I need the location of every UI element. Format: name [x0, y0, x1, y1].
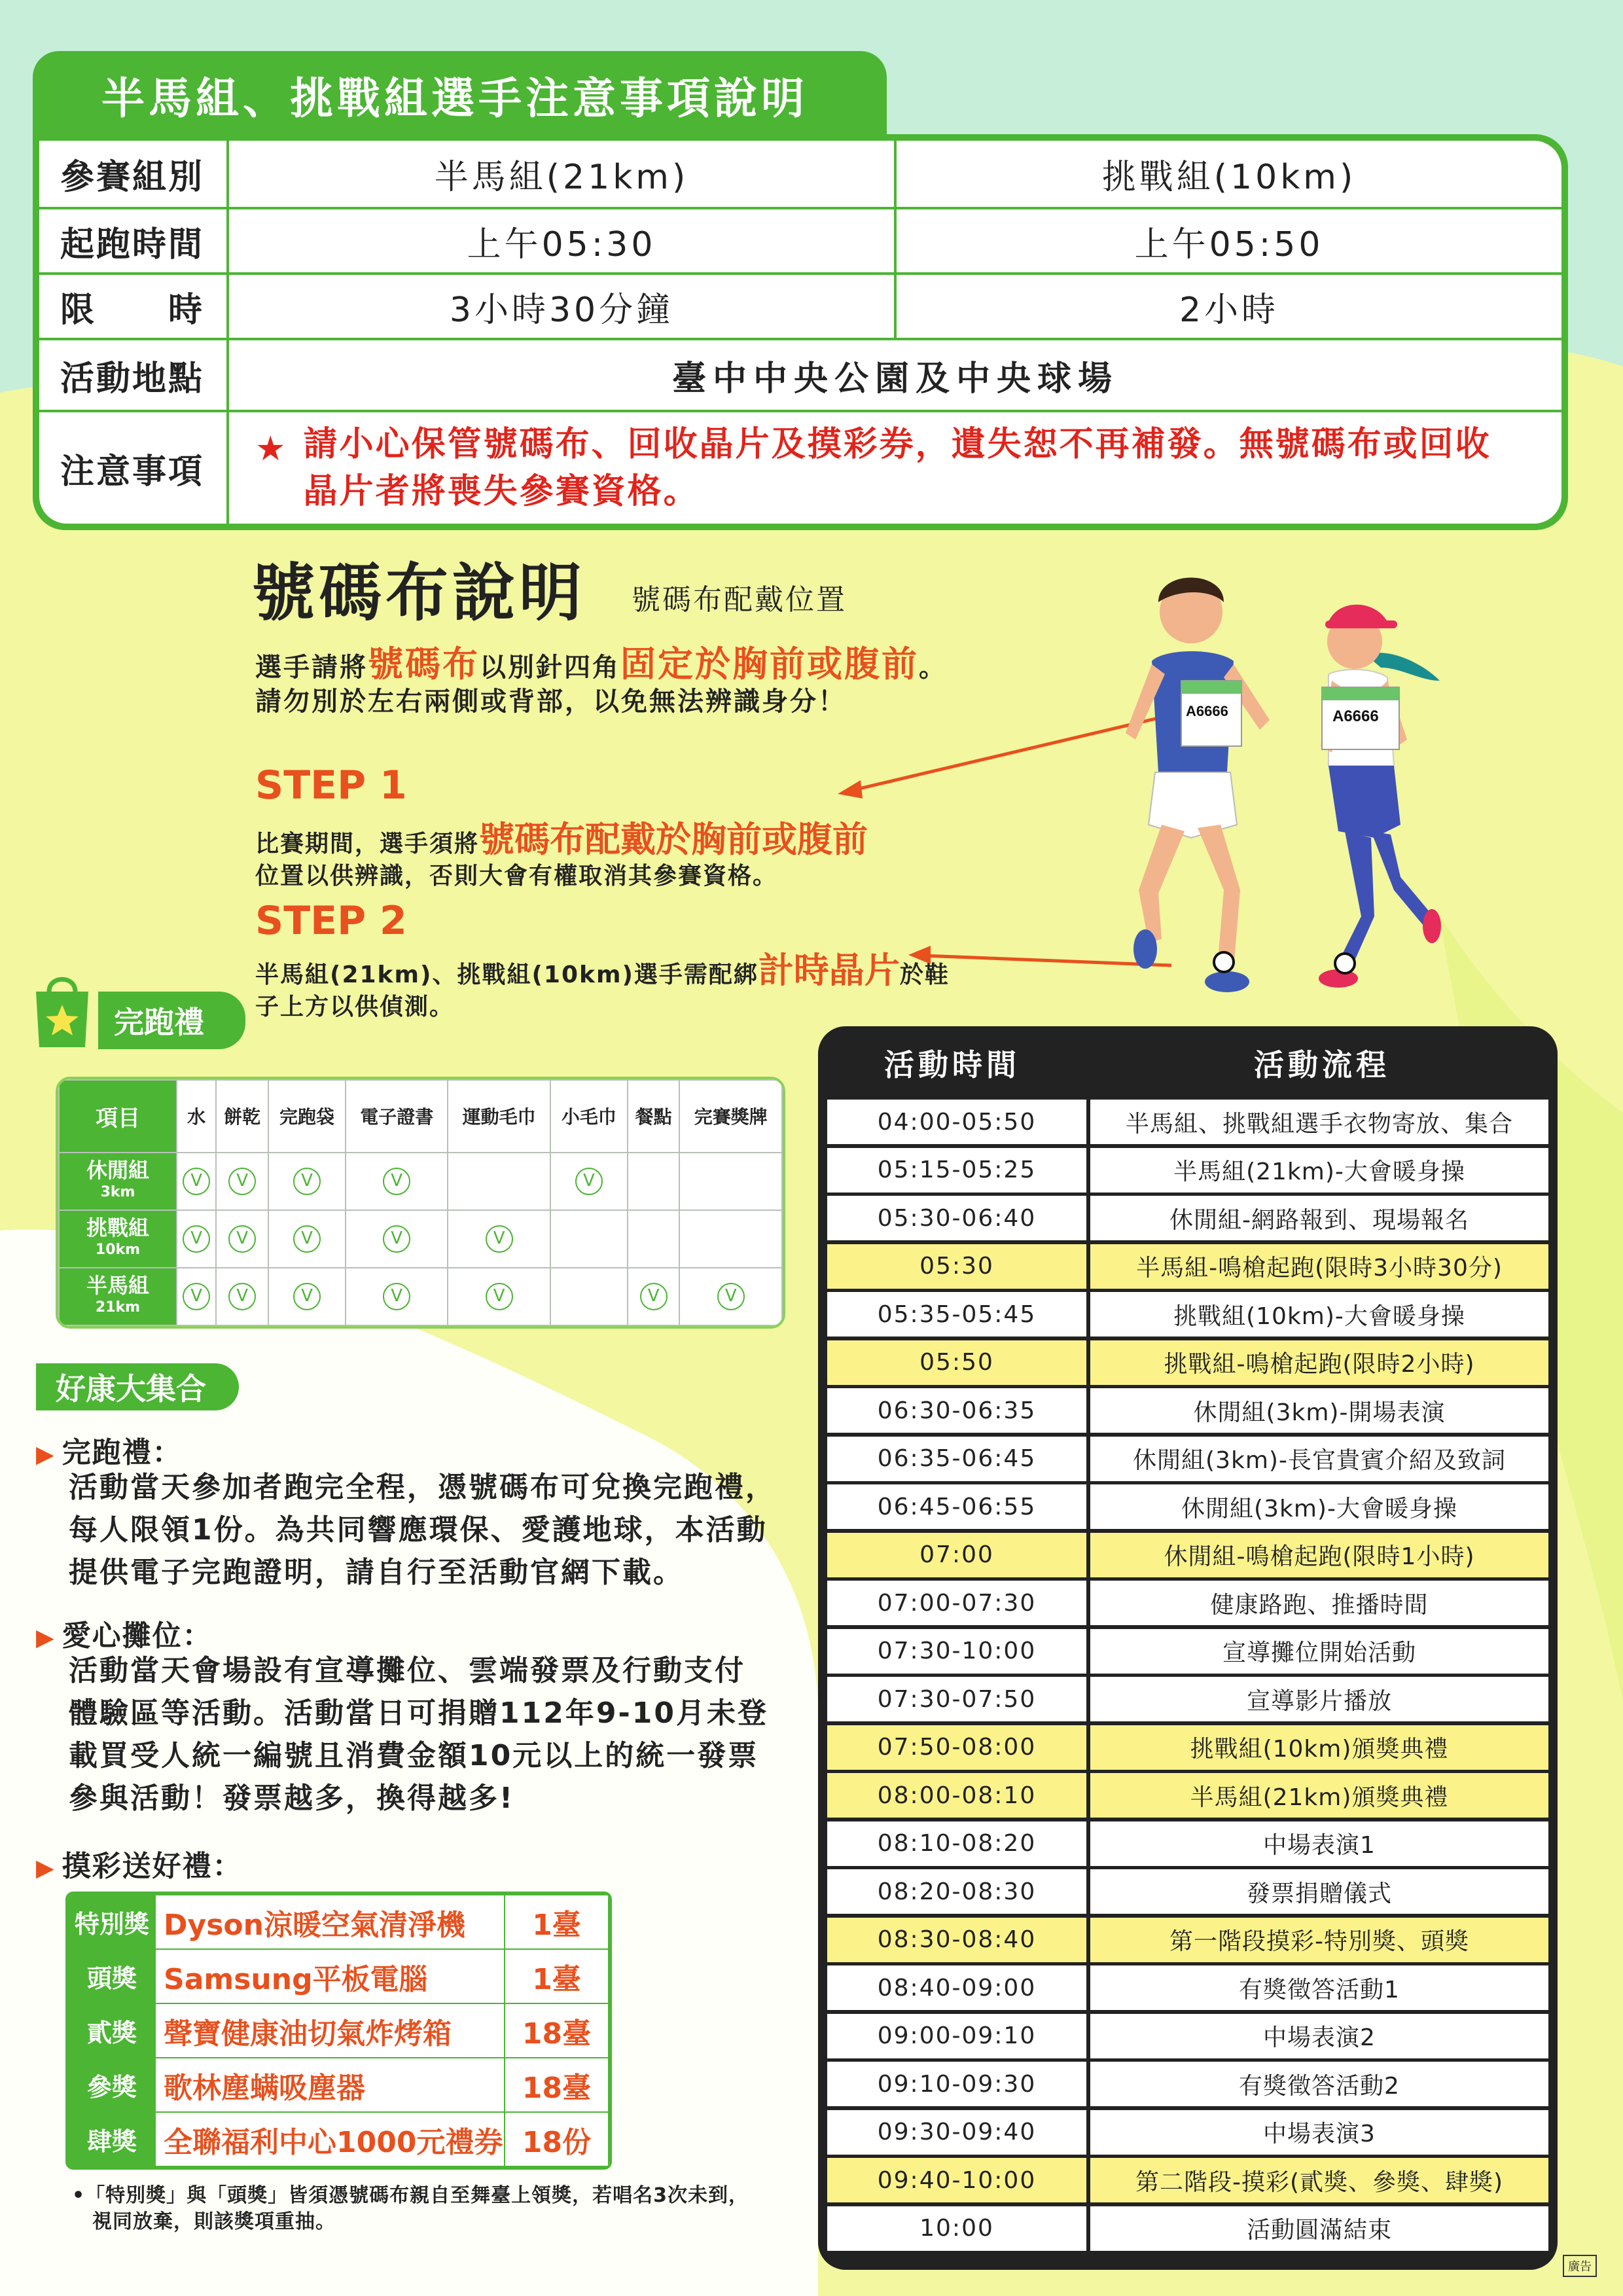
schedule-time: 05:50 — [827, 1340, 1086, 1385]
prize-level: 頭獎 — [69, 1949, 155, 2003]
bib-subtitle: 號碼布配戴位置 — [632, 583, 847, 617]
schedule-row — [827, 1725, 1548, 1770]
schedule-time: 10:00 — [827, 2206, 1086, 2251]
page-title: 半馬組、挑戰組選手注意事項說明 — [33, 51, 887, 137]
footnote-line: •「特別獎」與「頭獎」皆須憑號碼布親自至舞臺上領獎，若唱名3次未到， — [72, 2184, 749, 2207]
prize-row — [69, 1949, 609, 2003]
schedule-time: 05:30 — [827, 1244, 1086, 1289]
step1-text-2: 位置以供辨識，否則大會有權取消其參賽資格。 — [255, 863, 778, 889]
finisher-gift-table — [56, 1077, 785, 1329]
arrowhead-step1 — [838, 780, 863, 798]
timing-chip-icon — [1214, 952, 1234, 972]
finisher-badge: 完跑禮 — [98, 992, 245, 1049]
schedule-event: 中場表演1 — [1090, 1821, 1548, 1866]
info-note — [229, 412, 1561, 524]
gift-cell — [177, 1268, 216, 1325]
prize-row — [69, 2058, 609, 2112]
check-circle-icon: V — [183, 1168, 210, 1195]
prize-level: 參獎 — [69, 2058, 155, 2112]
gift-header: 水 — [177, 1080, 216, 1153]
bullet-lottery — [36, 1842, 243, 1884]
ad-label: 廣告 — [1563, 2255, 1597, 2277]
check-circle-icon: V — [383, 1168, 410, 1195]
prize-row — [69, 2003, 609, 2058]
info-label-venue: 活動地點 — [39, 340, 229, 410]
schedule-event: 休閒組(3km)-大會暖身操 — [1090, 1484, 1548, 1529]
check-circle-icon: V — [293, 1225, 321, 1253]
schedule-row — [827, 1340, 1548, 1385]
male-runner — [1126, 578, 1270, 993]
bib-number-female: A6666 — [1332, 708, 1379, 725]
group-distance: 10km — [95, 1241, 141, 1258]
arrowhead-step2 — [908, 946, 931, 964]
check-circle-icon: V — [575, 1168, 603, 1195]
info-row-group — [39, 141, 1561, 209]
schedule-row — [827, 1292, 1548, 1336]
gift-row — [59, 1210, 782, 1268]
schedule-row — [827, 1581, 1548, 1625]
prize-qty: 1臺 — [505, 1949, 609, 2003]
group-distance: 3km — [100, 1183, 135, 1200]
schedule-time: 05:30-06:40 — [827, 1196, 1086, 1240]
info-label-group: 參賽組別 — [39, 141, 229, 207]
schedule-event: 半馬組(21km)-大會暖身操 — [1090, 1148, 1548, 1193]
schedule-event: 半馬組、挑戰組選手衣物寄放、集合 — [1090, 1100, 1548, 1144]
schedule-event: 有獎徵答活動1 — [1090, 1965, 1548, 2010]
prize-level: 肆獎 — [69, 2112, 155, 2166]
booth-paragraph — [69, 1649, 768, 1820]
triangle-icon: ▶ — [36, 1855, 56, 1882]
para-line: 參與活動！發票越多，換得越多! — [69, 1782, 515, 1815]
gift-cell — [679, 1153, 782, 1210]
gift-cell — [448, 1153, 550, 1210]
schedule-time: 06:35-06:45 — [827, 1437, 1086, 1481]
schedule-event: 第二階段-摸彩(貳獎、參獎、肆獎) — [1090, 2158, 1548, 2202]
prize-name: 聲寶健康油切氣炸烤箱 — [155, 2003, 505, 2058]
prize-name: 歌林塵螨吸塵器 — [155, 2058, 505, 2112]
check-circle-icon: V — [486, 1283, 513, 1310]
schedule-event: 第一階段摸彩-特別獎、頭獎 — [1090, 1918, 1548, 1962]
prize-table — [65, 1892, 612, 2170]
para-line: 體驗區等活動。活動當日可捐贈112年9-10月未登 — [69, 1696, 768, 1730]
schedule-row — [827, 1100, 1548, 1144]
gift-row-label — [59, 1153, 177, 1210]
gift-cell — [346, 1210, 448, 1268]
info-challenge-start: 上午05:50 — [894, 209, 1561, 272]
schedule-row — [827, 1773, 1548, 1818]
gift-row — [59, 1268, 782, 1325]
schedule-time: 09:30-09:40 — [827, 2110, 1086, 2155]
triangle-icon: ▶ — [36, 1441, 56, 1468]
gift-cell — [550, 1210, 628, 1268]
schedule-row — [827, 1437, 1548, 1481]
info-label-limit: 限 時 — [39, 275, 229, 338]
schedule-row — [827, 1484, 1548, 1529]
schedule-event: 宣導攤位開始活動 — [1090, 1629, 1548, 1674]
schedule-time: 05:15-05:25 — [827, 1148, 1086, 1193]
timing-chip-icon — [1335, 954, 1355, 973]
gift-header: 運動毛巾 — [448, 1080, 550, 1153]
gift-cell — [628, 1153, 680, 1210]
gift-cell — [679, 1210, 782, 1268]
info-label-start: 起跑時間 — [39, 209, 229, 272]
gift-cell — [268, 1268, 346, 1325]
schedule-event: 活動圓滿結束 — [1090, 2206, 1548, 2251]
schedule-time: 08:10-08:20 — [827, 1821, 1086, 1866]
gift-cell — [177, 1210, 216, 1268]
gift-cell — [268, 1153, 346, 1210]
para-line: 每人限領1份。為共同響應環保、愛護地球，本活動 — [69, 1513, 768, 1547]
note-line-1: 請小心保管號碼布、回收晶片及摸彩券，遺失恕不再補發。無號碼布或回收 — [303, 425, 1491, 464]
schedule-row — [827, 1918, 1548, 1962]
text: 以別針四角 — [480, 653, 620, 683]
bullet-label: 愛心攤位： — [62, 1619, 213, 1653]
text: 選手請將 — [255, 653, 368, 683]
gift-cell — [679, 1268, 782, 1325]
para-line: 活動當天會場設有宣導攤位、雲端發票及行動支付 — [69, 1654, 745, 1687]
info-table — [33, 134, 1568, 530]
schedule-time: 09:00-09:10 — [827, 2014, 1086, 2058]
prize-level: 貳獎 — [69, 2003, 155, 2058]
female-runner — [1319, 605, 1441, 988]
check-circle-icon: V — [228, 1225, 256, 1253]
schedule-row — [827, 1148, 1548, 1193]
bullet-label: 完跑禮： — [62, 1436, 183, 1469]
gift-cell — [216, 1153, 268, 1210]
prize-name: Dyson涼暖空氣清淨機 — [155, 1895, 505, 1949]
info-row-start — [39, 209, 1561, 275]
schedule-time: 04:00-05:50 — [827, 1100, 1086, 1144]
gift-cell — [216, 1268, 268, 1325]
star-icon: ★ — [255, 429, 288, 469]
info-venue: 臺中中央公園及中央球場 — [671, 359, 1118, 399]
check-circle-icon: V — [228, 1283, 256, 1310]
bib-instruction-2: 請勿別於左右兩側或背部，以免無法辨識身分！ — [255, 687, 846, 717]
gift-cell — [346, 1268, 448, 1325]
schedule-event: 半馬組-鳴槍起跑(限時3小時30分) — [1090, 1244, 1548, 1289]
group-distance: 21km — [95, 1299, 141, 1316]
prize-qty: 18臺 — [505, 2058, 609, 2112]
bib-instruction-1 — [255, 636, 947, 687]
highlight-position: 固定於胸前或腹前 — [620, 643, 919, 685]
schedule-time: 08:00-08:10 — [827, 1773, 1086, 1818]
schedule-time: 09:40-10:00 — [827, 2158, 1086, 2202]
schedule-row — [827, 1821, 1548, 1866]
schedule-event: 挑戰組(10km)頒獎典禮 — [1090, 1725, 1548, 1770]
schedule-time: 06:45-06:55 — [827, 1484, 1086, 1529]
schedule-row — [827, 1244, 1548, 1289]
schedule-row — [827, 1196, 1548, 1240]
schedule-row — [827, 1677, 1548, 1721]
gift-header: 小毛巾 — [550, 1080, 628, 1153]
text: 。 — [919, 653, 947, 683]
gift-cell — [628, 1210, 680, 1268]
prize-qty: 1臺 — [505, 1895, 609, 1949]
schedule-event: 有獎徵答活動2 — [1090, 2062, 1548, 2106]
prize-qty: 18臺 — [505, 2003, 609, 2058]
schedule-event: 休閒組(3km)-開場表演 — [1090, 1388, 1548, 1433]
step1-label: STEP 1 — [255, 762, 407, 808]
prize-name: Samsung平板電腦 — [155, 1949, 505, 2003]
step1-text — [255, 812, 868, 862]
schedule-row — [827, 2158, 1548, 2202]
info-row-venue — [39, 340, 1561, 412]
gift-cell — [628, 1268, 680, 1325]
text: 於鞋 — [899, 961, 950, 988]
schedule-event: 休閒組(3km)-長官貴賓介紹及致詞 — [1090, 1437, 1548, 1481]
gift-cell — [550, 1268, 628, 1325]
bib-title: 號碼布說明 — [252, 556, 586, 630]
schedule-event: 休閒組-鳴槍起跑(限時1小時) — [1090, 1533, 1548, 1577]
info-half-start: 上午05:30 — [467, 224, 656, 264]
bullet-finisher — [36, 1429, 183, 1471]
schedule-time: 08:40-09:00 — [827, 1965, 1086, 2010]
gift-row-label — [59, 1268, 177, 1325]
info-challenge-group: 挑戰組(10km) — [894, 141, 1561, 207]
schedule-event: 中場表演2 — [1090, 2014, 1548, 2058]
group-name: 挑戰組 — [86, 1215, 149, 1240]
check-circle-icon: V — [293, 1283, 321, 1310]
schedule-time: 07:30-07:50 — [827, 1677, 1086, 1721]
schedule-header-time: 活動時間 — [884, 1047, 1020, 1083]
prize-name: 全聯福利中心1000元禮券 — [155, 2112, 505, 2166]
schedule-event: 宣導影片播放 — [1090, 1677, 1548, 1721]
schedule-event: 休閒組-網路報到、現場報名 — [1090, 1196, 1548, 1240]
schedule-event: 挑戰組-鳴槍起跑(限時2小時) — [1090, 1340, 1548, 1385]
highlight-bib-position: 號碼布配戴於胸前或腹前 — [479, 819, 868, 860]
highlight-chip: 計時晶片 — [758, 950, 900, 991]
prize-row — [69, 2112, 609, 2166]
schedule-header — [818, 1026, 1558, 1100]
schedule-event: 發票捐贈儀式 — [1090, 1869, 1548, 1914]
schedule-row — [827, 1965, 1548, 2010]
gift-header: 項目 — [59, 1080, 177, 1153]
text: 比賽期間，選手須將 — [255, 831, 480, 857]
gift-cell — [448, 1210, 550, 1268]
gift-cell — [448, 1268, 550, 1325]
prize-qty: 18份 — [505, 2112, 609, 2166]
gift-cell — [550, 1153, 628, 1210]
gift-row-label — [59, 1210, 177, 1268]
group-name: 半馬組 — [86, 1272, 149, 1298]
note-line-2: 晶片者將喪失參賽資格。 — [303, 472, 700, 511]
gift-cell — [268, 1210, 346, 1268]
schedule-time: 09:10-09:30 — [827, 2062, 1086, 2106]
check-circle-icon: V — [228, 1168, 256, 1195]
footnote-line: 視同放棄，則該獎項重抽。 — [72, 2210, 336, 2233]
schedule-row — [827, 1388, 1548, 1433]
schedule-row — [827, 2062, 1548, 2106]
schedule-row — [827, 1629, 1548, 1674]
gift-bag-icon — [29, 969, 95, 1050]
info-row-limit — [39, 275, 1561, 340]
group-name: 休閒組 — [86, 1157, 149, 1183]
info-challenge-limit: 2小時 — [894, 275, 1561, 338]
gift-row — [59, 1153, 782, 1210]
schedule-table — [818, 1026, 1558, 2270]
check-circle-icon: V — [717, 1283, 745, 1310]
info-half-group: 半馬組(21km) — [434, 158, 689, 197]
schedule-time: 08:30-08:40 — [827, 1918, 1086, 1962]
schedule-row — [827, 1869, 1548, 1914]
gift-header: 餐點 — [628, 1080, 680, 1153]
check-circle-icon: V — [183, 1225, 210, 1253]
check-circle-icon: V — [383, 1283, 410, 1310]
schedule-time: 08:20-08:30 — [827, 1869, 1086, 1914]
check-circle-icon: V — [383, 1225, 410, 1253]
prize-row — [69, 1895, 609, 1949]
highlight-bib: 號碼布 — [368, 643, 480, 685]
schedule-time: 07:00-07:30 — [827, 1581, 1086, 1625]
para-line: 提供電子完跑證明，請自行至活動官網下載。 — [69, 1556, 684, 1589]
check-circle-icon: V — [293, 1168, 321, 1195]
prize-footnote — [72, 2183, 749, 2235]
gift-header: 完跑袋 — [268, 1080, 346, 1153]
info-row-note — [39, 412, 1561, 524]
check-circle-icon: V — [183, 1283, 210, 1310]
bullet-label: 摸彩送好禮： — [62, 1850, 243, 1883]
schedule-row — [827, 2110, 1548, 2155]
schedule-time: 05:35-05:45 — [827, 1292, 1086, 1336]
finisher-paragraph — [69, 1466, 776, 1594]
step2-label: STEP 2 — [255, 898, 407, 944]
schedule-event: 中場表演3 — [1090, 2110, 1548, 2155]
schedule-event: 半馬組(21km)頒獎典禮 — [1090, 1773, 1548, 1818]
schedule-event: 挑戰組(10km)-大會暖身操 — [1090, 1292, 1548, 1336]
gift-header-row — [59, 1080, 782, 1153]
runners-illustration — [1113, 550, 1479, 1021]
gift-header: 完賽獎牌 — [679, 1080, 782, 1153]
schedule-row — [827, 2206, 1548, 2251]
gift-cell — [346, 1153, 448, 1210]
info-half-limit: 3小時30分鐘 — [449, 290, 674, 330]
prize-level: 特別獎 — [69, 1895, 155, 1949]
para-line: 活動當天參加者跑完全程，憑號碼布可兌換完跑禮， — [69, 1471, 776, 1504]
schedule-row — [827, 2014, 1548, 2058]
info-label-note: 注意事項 — [39, 412, 229, 524]
check-circle-icon: V — [486, 1225, 513, 1253]
gift-header: 電子證書 — [346, 1080, 448, 1153]
schedule-time: 07:00 — [827, 1533, 1086, 1577]
schedule-time: 06:30-06:35 — [827, 1388, 1086, 1433]
gift-cell — [177, 1153, 216, 1210]
gift-header: 餅乾 — [216, 1080, 268, 1153]
check-circle-icon: V — [640, 1283, 668, 1310]
step2-text-2: 子上方以供偵測。 — [255, 994, 455, 1020]
gift-cell — [216, 1210, 268, 1268]
para-line: 載買受人統一編號且消費金額10元以上的統一發票 — [69, 1739, 759, 1772]
bib-number-male: A6666 — [1186, 703, 1228, 719]
triangle-icon: ▶ — [36, 1624, 56, 1651]
schedule-time: 07:30-10:00 — [827, 1629, 1086, 1674]
schedule-event: 健康路跑、推播時間 — [1090, 1581, 1548, 1625]
text: 半馬組(21km)、挑戰組(10km)選手需配綁 — [255, 961, 758, 988]
schedule-time: 07:50-08:00 — [827, 1725, 1086, 1770]
goodies-badge: 好康大集合 — [36, 1363, 239, 1410]
schedule-row — [827, 1533, 1548, 1577]
schedule-header-event: 活動流程 — [1254, 1047, 1390, 1083]
bullet-booth — [36, 1612, 213, 1654]
